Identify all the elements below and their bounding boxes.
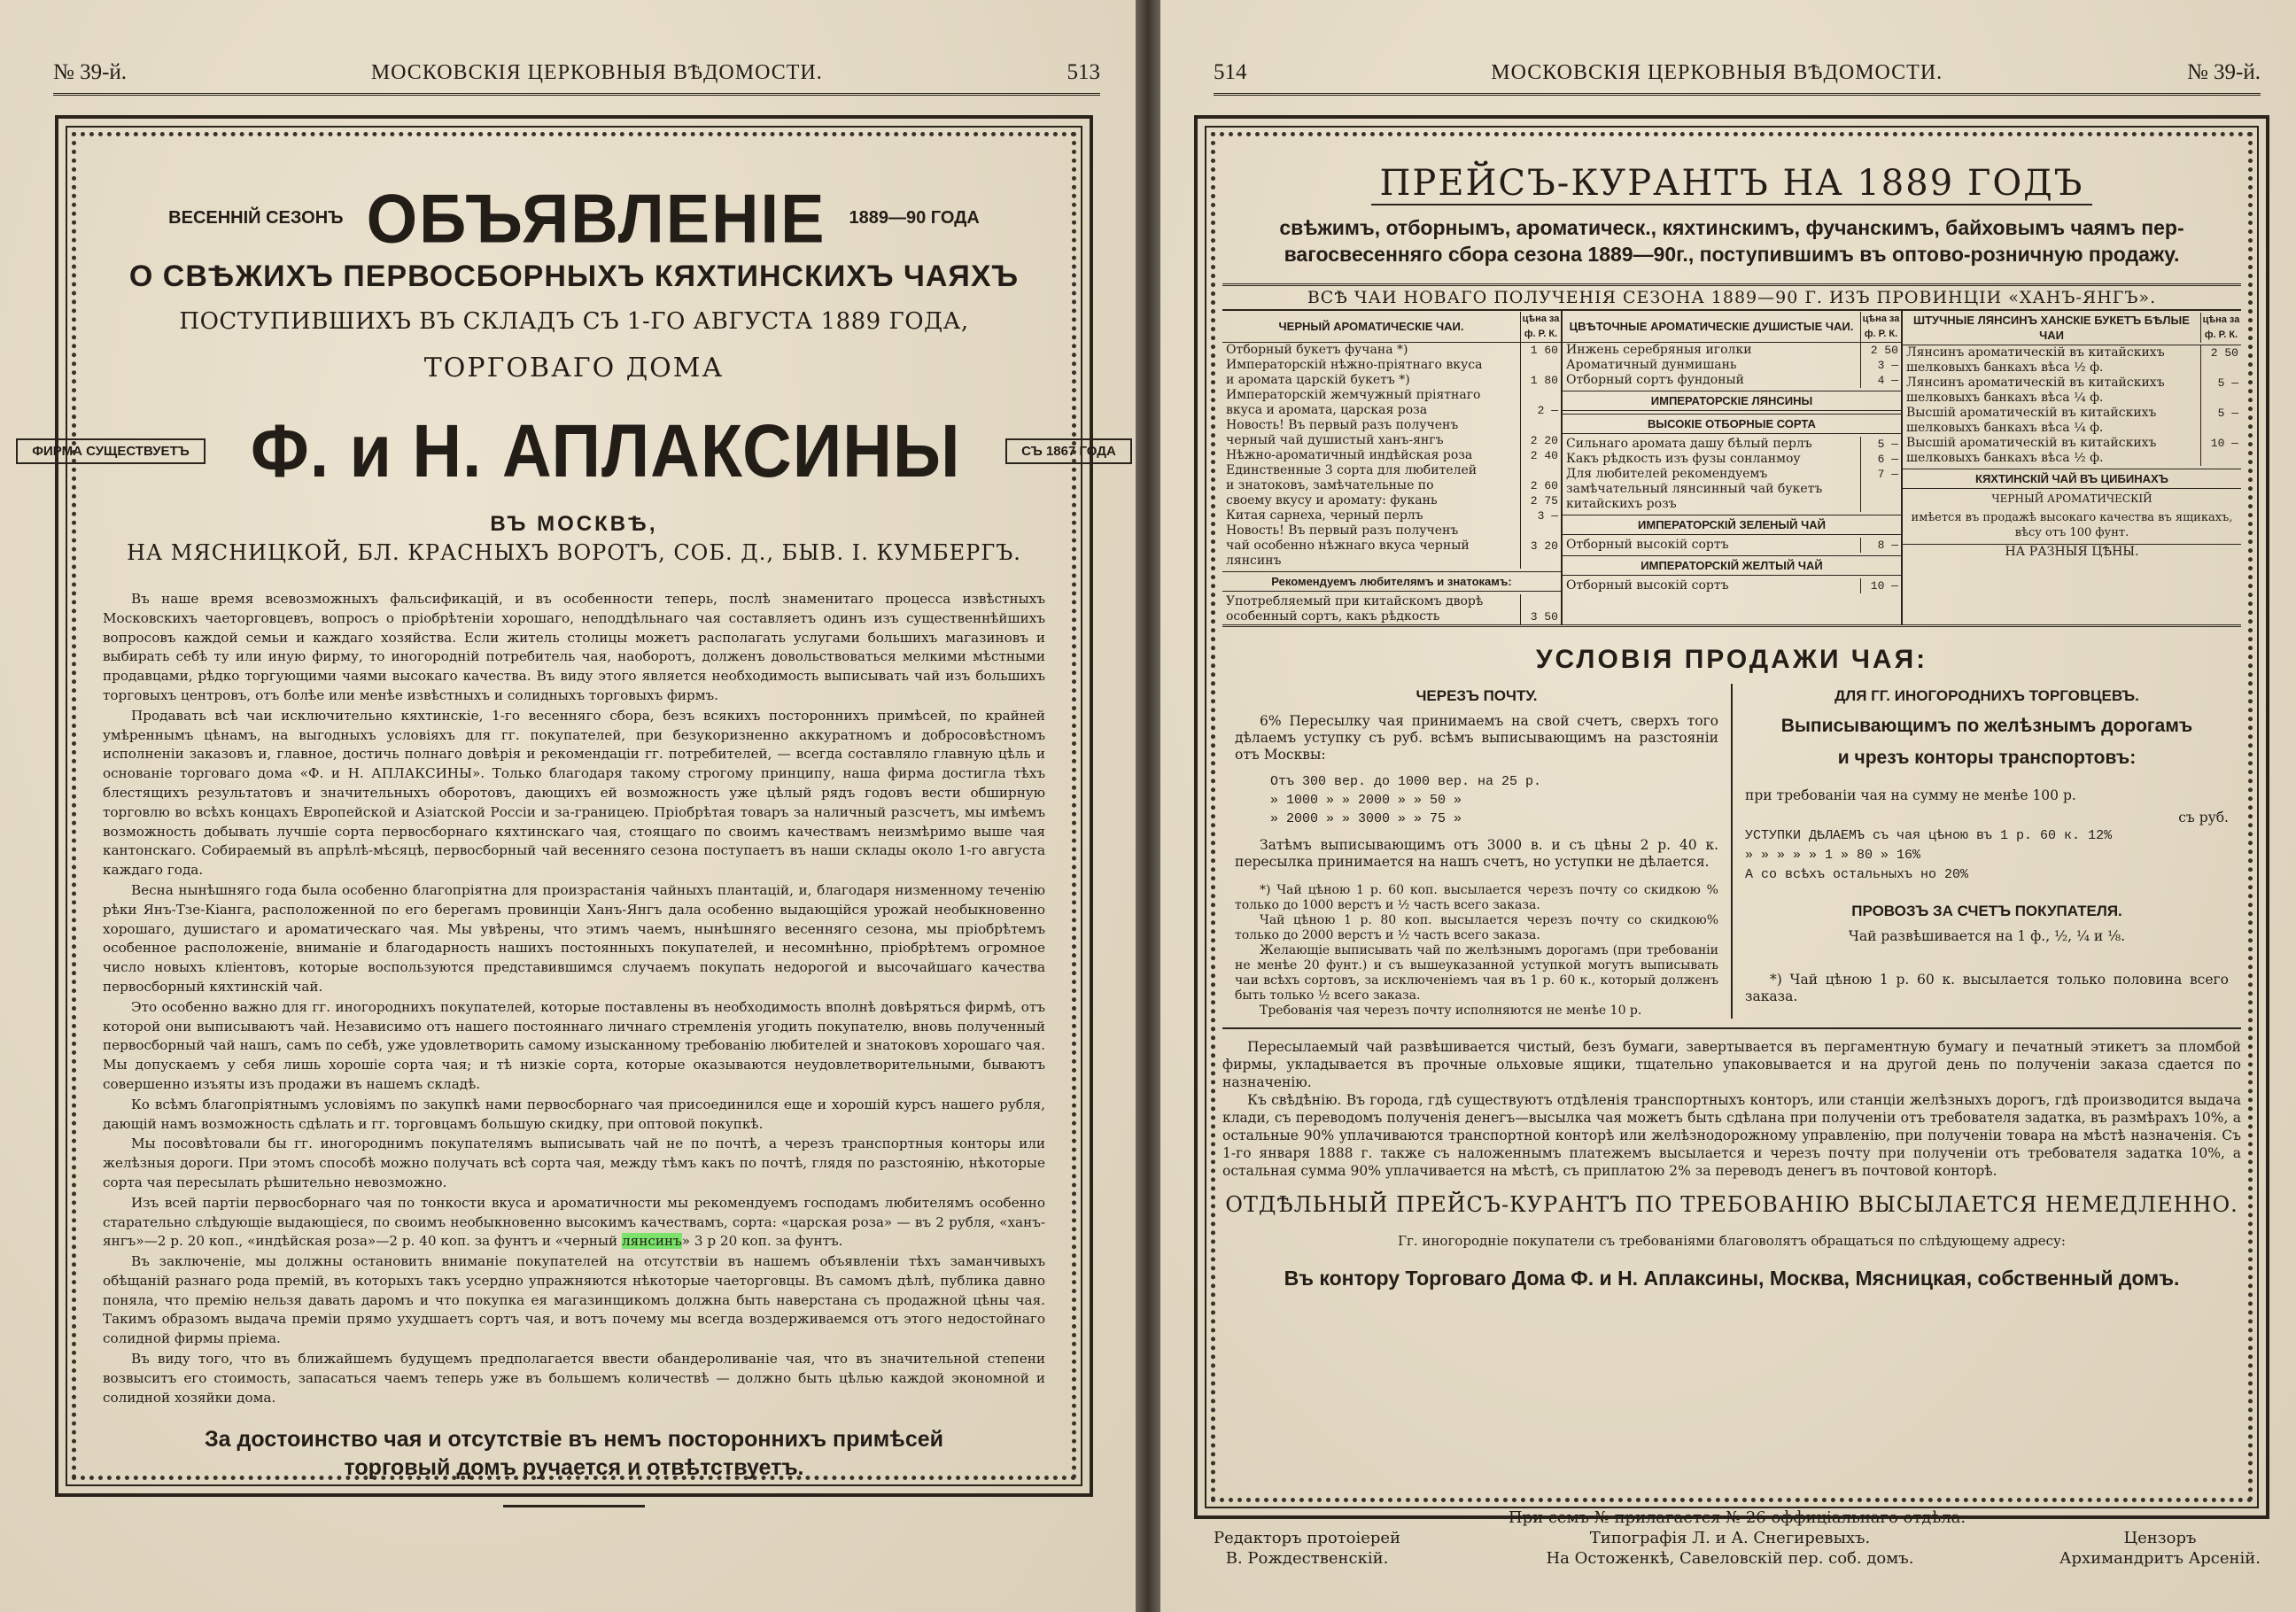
price-list-frame xyxy=(1194,115,2269,1519)
ad-title: ОБЪЯВЛЕНІЕ xyxy=(366,179,826,258)
order-address: Въ контору Торговаго Дома Ф. и Н. Аплаксины, Москва, Мясницкая, собственный домъ. xyxy=(1284,1267,2180,1290)
price-row: Сильнаго аромата дашу бѣлый перлъ 5 — xyxy=(1563,437,1901,452)
book-gutter xyxy=(1136,0,1160,1612)
price-row: своему вкусу и аромату: фукань 2 75 xyxy=(1222,493,1561,508)
price-row: Отборный сортъ фундоный 4 — xyxy=(1563,373,1901,388)
price-row: Высшій ароматическій въ китайскихъ шелковыхъ банкахъ вѣса ¼ ф. 5 — xyxy=(1903,406,2241,436)
right-running-head xyxy=(1214,60,2261,96)
price-column-black: ЧЕРНЫЙ АРОМАТИЧЕСКІЕ ЧАИ. цѣна за ф. Р. К. Отборный букетъ фучана *) 1 60 Императорскій нѣжно-пріятнаго вкуса и аромата царскій букетъ *) 1 80 Императорскій жемчужный пріятнаго вкуса и аромата, царская роза 2 — Новость! Въ первый разъ полученъ черный чай душистый ханъ-янгъ 2 20 Нѣжно-ароматичный индѣйская роза 2 40 Единственные 3 сорта для любителей и знатоковъ, замѣчательные по 2 60 своему вкусу и аромату: фукань 2 75 Китая сарнеха, черный перлъ 3 — Новость! Въ первый разъ полученъ чай особенно нѣжнаго вкуса черный лянсинъ 3 20 Рекомендуемъ любителямъ и знатокамъ: Употребляемый при китайскомъ дворѣ особенный сортъ, какъ рѣдкость 3 50 xyxy=(1222,311,1563,624)
received-line: ПОСТУПИВШИХЪ ВЪ СКЛАДЪ СЪ 1-ГО АВГУСТА 1889 ГОДА, xyxy=(179,308,969,335)
price-row: Лянсинъ ароматическій въ китайскихъ шелковыхъ банкахъ вѣса ½ ф. 2 50 xyxy=(1903,345,2241,376)
paragraph: Весна нынѣшняго года была особенно благопріятна для произрастанія чайныхъ плантацій, и, благодаря низменному теченію рѣки Янъ-Тзе-Кіанга, расположенной по его берегамъ провинціи Ханъ-Янгъ дала особенно выдающійся урожай необыкновенно хорошаго, душистаго и ароматическаго чая. Мы увѣрены, что этимъ чаемъ, нынѣшняго весенняго сезона, мы пріобрѣтемъ особенное расположеніе, вниманіе и благодарность нашихъ постоянныхъ покупателей, и несомнѣнно, пріобрѣтемъ огромное число новыхъ кліентовъ, которые воспользуются представившимся случаемъ покупать недорогой и высочайшаго качества первосборный кяхтинскій чай. xyxy=(103,881,1045,995)
price-row: особенный сортъ, какъ рѣдкость 3 50 xyxy=(1222,609,1561,624)
price-row: и аромата царскій букетъ *) 1 80 xyxy=(1222,373,1561,388)
shipping-notes: Пересылаемый чай развѣшивается чистый, безъ бумаги, завертывается въ пергаментную бумагу и печатный этикетъ за пломбой фирмы, укладывается въ прочные ольховые ящики, тщательно упаковывается и на другой день по полученіи заказа сдается по назначенію. Къ свѣдѣнію. Въ города, гдѣ существуютъ отдѣленія транспортныхъ конторъ, или станціи желѣзныхъ дорогъ, гдѣ производится выдача клади, съ переводомъ полученія денегъ—высылка чая можетъ быть сдѣлана при полученіи отъ требователя задатка, въ размѣрахъ 10%, а остальные 90% уплачиваются транспортной конторѣ или желѣзнодорожному управленію, при полученіи товара на мѣстѣ назначенія. Съ 1-го января 1888 г. также съ наложеннымъ платежемъ высылается и черезъ почту при полученіи отъ требователя задатка 10%, а остальная сумма 90% уплачивается на мѣстѣ, съ приплатою 2% за переводъ денегъ въ почтовой конторѣ. xyxy=(1222,1039,2241,1179)
price-row: Императорскій нѣжно-пріятнаго вкуса xyxy=(1222,358,1561,373)
price-row: Новость! Въ первый разъ полученъ xyxy=(1222,523,1561,539)
paragraph: Въ заключеніе, мы должны остановить вниманіе покупателей на отсутствіи въ нашемъ объявленіи тѣхъ заманчивыхъ обѣщаній разнаго рода премій, въ которыхъ такъ усердно упражняются нѣкоторые чаеторговцы. Въ самомъ дѣлѣ, публика давно поняла, что премію нельзя давать даромъ и что покупка ея магазинщикомъ должна быть наверстана съ продажной цѣны чая. Такимъ образомъ выдача преміи прямо ухудшаетъ сортъ чая, и вотъ почему мы всегда воздерживаемся отъ этого недостойнаго солидной фирмы пріема. xyxy=(103,1253,1045,1347)
price-row: Какъ рѣдкость изъ фузы сонланмоу 6 — xyxy=(1563,452,1901,467)
price-column-piece: ШТУЧНЫЕ ЛЯНСИНЪ ХАНСКІЕ БУКЕТЪ БѢЛЫЕ ЧАИ цѣна за ф. Р. К. Лянсинъ ароматическій въ китайскихъ шелковыхъ банкахъ вѣса ½ ф. 2 50 Лянсинъ ароматическій въ китайскихъ шелковыхъ банкахъ вѣса ¼ ф. 5 — Высшій ароматическій въ китайскихъ шелковыхъ банкахъ вѣса ¼ ф. 5 — Высшій ароматическій въ китайскихъ шелковыхъ банкахъ вѣса ½ ф. 10 — КЯХТИНСКІЙ ЧАЙ ВЪ ЦИБИНАХЪ ЧЕРНЫЙ АРОМАТИЧЕСКІЙ имѣется въ продажѣ высокаго качества въ ящикахъ, вѣсу отъ 100 фунт. НА РАЗНЫЯ ЦѢНЫ. xyxy=(1903,311,2241,624)
price-row: Употребляемый при китайскомъ дворѣ xyxy=(1222,594,1561,609)
trader-conditions: ДЛЯ ГГ. ИНОГОРОДНИХЪ ТОРГОВЦЕВЪ. Выписывающимъ по желѣзнымъ дорогамъ и чрезъ конторы транспортовъ: при требованіи чая на сумму не менѣе 100 р. съ руб. УСТУПКИ ДѢЛАЕМЪ съ чая цѣною въ 1 р. 60 к. 12% » » » » » 1 » 80 » 16% А со всѣхъ остальныхъ но 20% ПРОВОЗЪ ЗА СЧЕТЪ ПОКУПАТЕЛЯ. Чай развѣшивается на 1 ф., ½, ¼ и ⅛. *) Чай цѣною 1 р. 60 к. высылается только половина всего заказа. xyxy=(1745,687,2229,1004)
season-years: 1889—90 ГОДА xyxy=(849,208,980,228)
left-page xyxy=(0,0,1136,1612)
ad-body xyxy=(83,590,1065,1407)
price-list-title: ПРЕЙСЪ-КУРАНТЪ НА 1889 ГОДЪ xyxy=(1371,163,2093,205)
ad-subtitle: О СВѢЖИХЪ ПЕРВОСБОРНЫХЪ КЯХТИНСКИХЪ ЧАЯХЪ xyxy=(128,260,1020,293)
price-row: Для любителей рекомендуемъ замѣчательный лянсинный чай букетъ китайскихъ розъ 7 — xyxy=(1563,467,1901,512)
right-page xyxy=(1160,0,2296,1612)
highlighted-word[interactable]: лянсинъ xyxy=(621,1233,682,1250)
price-table xyxy=(1222,311,2241,627)
journal-title: МОСКОВСКІЯ ЦЕРКОВНЫЯ ВѢДОМОСТИ. xyxy=(1491,61,1943,84)
price-row: Лянсинъ ароматическій въ китайскихъ шелковыхъ банкахъ вѣса ¼ ф. 5 — xyxy=(1903,376,2241,406)
price-row: чай особенно нѣжнаго вкуса черный лянсинъ 3 20 xyxy=(1222,539,1561,569)
price-row: черный чай душистый ханъ-янгъ 2 20 xyxy=(1222,433,1561,448)
price-row: Инжень серебряныя иголки 2 50 xyxy=(1563,343,1901,358)
price-row: Китая сарнеха, черный перлъ 3 — xyxy=(1222,508,1561,523)
price-row: Нѣжно-ароматичный индѣйская роза 2 40 xyxy=(1222,448,1561,463)
paragraph-recommended: Изъ всей партіи первосборнаго чая по тонкости вкуса и ароматичности мы рекомендуемъ господамъ любителямъ особенно старательно слѣдующіе выдающіеся, по своимъ необыкновенно высокимъ качествамъ, сорта: «царская роза» — въ 2 рубля, «ханъ-янгъ»—2 р. 20 коп., «индѣйская роза»—2 р. 40 коп. за фунтъ и «черный лянсинъ» 3 р 20 коп. за фунтъ. xyxy=(103,1194,1045,1250)
page-number: 513 xyxy=(1067,60,1100,84)
firm-row xyxy=(32,408,1116,494)
paragraph: Продавать всѣ чаи исключительно кяхтинскіе, 1-го весенняго сбора, безъ всякихъ постороннихъ примѣсей, по крайней умѣреннымъ цѣнамъ, на выгодныхъ условіяхъ для гг. покупателей, при безукоризненно аккуратномъ и добросовѣстномъ исполненіи заказовъ и, главное, достичь полнаго довѣрія и рекомендаціи гг. потребителей, — всегда составляло главную цѣль и основаніе торговаго дома «Ф. и Н. АПЛАКСИНЫ». Только благодаря такому строгому принципу, наша фирма достигла тѣхъ блестящихъ результатовъ и значительныхъ оборотовъ, дающихъ ей возможность уже цѣлый рядъ годовъ вести обширную торговлю во всѣхъ концахъ Европейской и Азіатской Россіи и за-границею. Пріобрѣтая товаръ за наличный разсчетъ, мы имѣемъ возможность добывать лучшіе сорта первосборнаго кяхтинскаго чая, стоящаго по своимъ качествамъ неизмѣримо выше чая кантонскаго. Собираемый въ апрѣлѣ-мѣсяцѣ, первосборный чай весенняго сезона поступаетъ въ наши склады около 1-го августа каждаго года. xyxy=(103,707,1045,879)
price-row: Высшій ароматическій въ китайскихъ шелковыхъ банкахъ вѣса ½ ф. 10 — xyxy=(1903,436,2241,466)
page-footer: При семъ № прилагается № 26 оффиціальнаго отдѣла. Редакторъ протоіерей В. Рождественскій. Типографія Л. и А. Снегиревыхъ. На Остоженкѣ, Савеловскій пер. соб. домъ. Цензоръ Архимандритъ Арсеній. xyxy=(1214,1508,2261,1568)
season-label: ВЕСЕННІЙ СЕЗОНЪ xyxy=(168,208,344,228)
page-number: 514 xyxy=(1214,60,1247,84)
conditions xyxy=(1222,684,2241,1019)
price-row: и знатоковъ, замѣчательные по 2 60 xyxy=(1222,478,1561,493)
price-row: Новость! Въ первый разъ полученъ xyxy=(1222,418,1561,433)
price-row: Императорскій жемчужный пріятнаго xyxy=(1222,388,1561,403)
price-row: Ароматичный дунмишань 3 — xyxy=(1563,358,1901,373)
price-list-subtitle: свѣжимъ, отборнымъ, ароматическ., кяхтинскимъ, фучанскимъ, байховымъ чаямъ пер- вагосвесенняго сбора сезона 1889—90г., поступившимъ въ оптово-розничную продажу. xyxy=(1279,216,2184,266)
advertisement-frame xyxy=(32,115,1116,1497)
issue-number: № 39-й. xyxy=(53,60,128,84)
requests-note: Гг. иногородніе покупатели съ требованіями благоволятъ обращаться по слѣдующему адресу: xyxy=(1398,1233,2066,1249)
paragraph: Въ наше время всевозможныхъ фальсификацій, и въ особенности теперь, послѣ знаменитаго процесса извѣстныхъ Московскихъ чаеторговцевъ, вопросъ о пріобрѣтеніи хорошаго, неподдѣльнаго чая составляетъ одинъ изъ существеннѣйшихъ вопросовъ каждой семьи и каждаго хозяйства. Если житель столицы можетъ располагать услугами большихъ магазиновъ и выбирать себѣ ту или иную фирму, то иногородній потребитель чая, наоборотъ, долженъ довольствоваться мелкими мѣстными продавцами, рѣдко торгующими чаями высокаго качества. Въ виду этого является необходимость выписывать чай изъ большихъ торговыхъ центровъ, отъ болѣе или менѣе извѣстныхъ и солидныхъ торговыхъ фирмъ. xyxy=(103,591,1045,703)
address: НА МЯСНИЦКОЙ, БЛ. КРАСНЫХЪ ВОРОТЪ, СОБ. Д., БЫВ. І. КУМБЕРГЪ. xyxy=(127,540,1021,565)
paragraph: Ко всѣмъ благопріятнымъ условіямъ по закупкѣ нами первосборнаго чая присоединился еще и хорошій курсъ нашего рубля, дающій намъ возможность сдѣлать и гг. торговцамъ большую скидку, при оптовой покупкѣ. xyxy=(103,1096,1045,1132)
left-running-head xyxy=(53,60,1100,96)
price-row: Единственные 3 сорта для любителей xyxy=(1222,463,1561,478)
conditions-title: УСЛОВІЯ ПРОДАЖИ ЧАЯ: xyxy=(1535,645,1928,674)
city: ВЪ МОСКВѢ, xyxy=(490,512,658,536)
paragraph: Это особенно важно для гг. иногороднихъ покупателей, которые поставлены въ необходимость вполнѣ довѣряться фирмѣ, отъ которой они выписываютъ чай. Независимо отъ нашего постояннаго личнаго стремленія угодить покупателю, вновь полученный первосборный чай нашъ, самъ по себѣ, уже удовлетворить самому изысканному требованію любителей и знатоковъ хорошаго чая. Мы допускаемъ у себя лишь хорошіе сорта чая; и тѣ низкіе сорта, которые оказываются неудовлетворительными, бываютъ совершенно изъяты изъ продажи въ нашемъ складѣ. xyxy=(103,998,1045,1092)
firm-exists-label: ФИРМА СУЩЕСТВУЕТЪ xyxy=(16,438,206,464)
post-conditions: ЧЕРЕЗЪ ПОЧТУ. 6% Пересылку чая принимаемъ на свой счетъ, сверхъ того дѣлаемъ уступку съ руб. всѣмъ выписывающимъ на разстояніи отъ Москвы: Отъ 300 вер. до 1000 вер. на 25 р. » 1000 » » 2000 » » 50 » » 2000 » » 3000 » » 75 » Затѣмъ выписывающимъ отъ 3000 в. и съ цѣны 2 р. 40 к. пересылка принимается на нашъ счетъ, но уступки не дѣлается. *) Чай цѣною 1 р. 60 коп. высылается черезъ почту со скидкою % только до 1000 верстъ и ½ часть всего заказа. Чай цѣною 1 р. 80 коп. высылается черезъ почту со скидкою% только до 2000 верстъ и ½ часть всего заказа. Желающіе выписывать чай по желѣзнымъ дорогамъ (при требованіи не менѣе 20 фунт.) и съ вышеуказанной уступкой могутъ выписывать чаи всѣхъ сортовъ, за исключеніемъ чая въ 1 р. 60 к., который долженъ быть только ½ всего заказа. Требованія чая черезъ почту исполняются не менѣе 10 р. xyxy=(1222,684,1733,1019)
paragraph: Мы посовѣтовали бы гг. иногороднимъ покупателямъ выписывать чай не по почтѣ, а черезъ транспортныя конторы или желѣзныя дороги. При этомъ способѣ можно получать всѣ сорта чая, между тѣмъ какъ по почтѣ, глядя по разстоянію, нѣкоторые сорта чая пересылать рѣшительно невозможно. xyxy=(103,1135,1045,1190)
journal-title: МОСКОВСКІЯ ЦЕРКОВНЫЯ ВѢДОМОСТИ. xyxy=(370,61,823,84)
season-band: ВСѢ ЧАИ НОВАГО ПОЛУЧЕНІЯ СЕЗОНА 1889—90 Г. ИЗЪ ПРОВИНЦІИ «ХАНЪ-ЯНГЪ». xyxy=(1222,283,2241,311)
price-row: вкуса и аромата, царская роза 2 — xyxy=(1222,403,1561,418)
firm-name: Ф. и Н. АПЛАКСИНЫ xyxy=(250,409,961,492)
closing-statement: За достоинство чая и отсутствіе въ немъ постороннихъ примѣсей торговый домъ ручается и отвѣтствуетъ. xyxy=(205,1427,943,1481)
price-row: Отборный букетъ фучана *) 1 60 xyxy=(1222,343,1561,358)
price-row: Отборный высокій сортъ 8 — xyxy=(1563,538,1901,553)
separate-price-list: ОТДѢЛЬНЫЙ ПРЕЙСЪ-КУРАНТЪ ПО ТРЕБОВАНІЮ ВЫСЫЛАЕТСЯ НЕМЕДЛЕННО. xyxy=(1225,1192,2238,1217)
trading-house: ТОРГОВАГО ДОМА xyxy=(423,353,725,384)
price-row: Отборный высокій сортъ 10 — xyxy=(1563,578,1901,593)
price-column-flower: ЦВѢТОЧНЫЕ АРОМАТИЧЕСКІЕ ДУШИСТЫЕ ЧАИ. цѣна за ф. Р. К. Инжень серебряныя иголки 2 50 Ароматичный дунмишань 3 — Отборный сортъ фундоный 4 — ИМПЕРАТОРСКІЕ ЛЯНСИНЫ ВЫСОКІЕ ОТБОРНЫЕ СОРТА Сильнаго аромата дашу бѣлый перлъ 5 — Какъ рѣдкость изъ фузы сонланмоу 6 — Для любителей рекомендуемъ замѣчательный лянсинный чай букетъ китайскихъ розъ 7 — ИМПЕРАТОРСКІЙ ЗЕЛЕНЫЙ ЧАЙ Отборный высокій сортъ 8 — ИМПЕРАТОРСКІЙ ЖЕЛТЫЙ ЧАЙ Отборный высокій сортъ 10 — xyxy=(1563,311,1903,624)
issue-number: № 39-й. xyxy=(2186,60,2261,84)
paragraph: Въ виду того, что въ ближайшемъ будущемъ предполагается ввести обандероливаніе чая, что въ значительной степени возвыситъ его стоимость, запасаться чаемъ теперь уже въ большемъ количествѣ — должно быть цѣлью каждой экономной и солидной хозяйки дома. xyxy=(103,1351,1045,1406)
firm-since-label: СЪ 1867 ГОДА xyxy=(1005,438,1132,464)
